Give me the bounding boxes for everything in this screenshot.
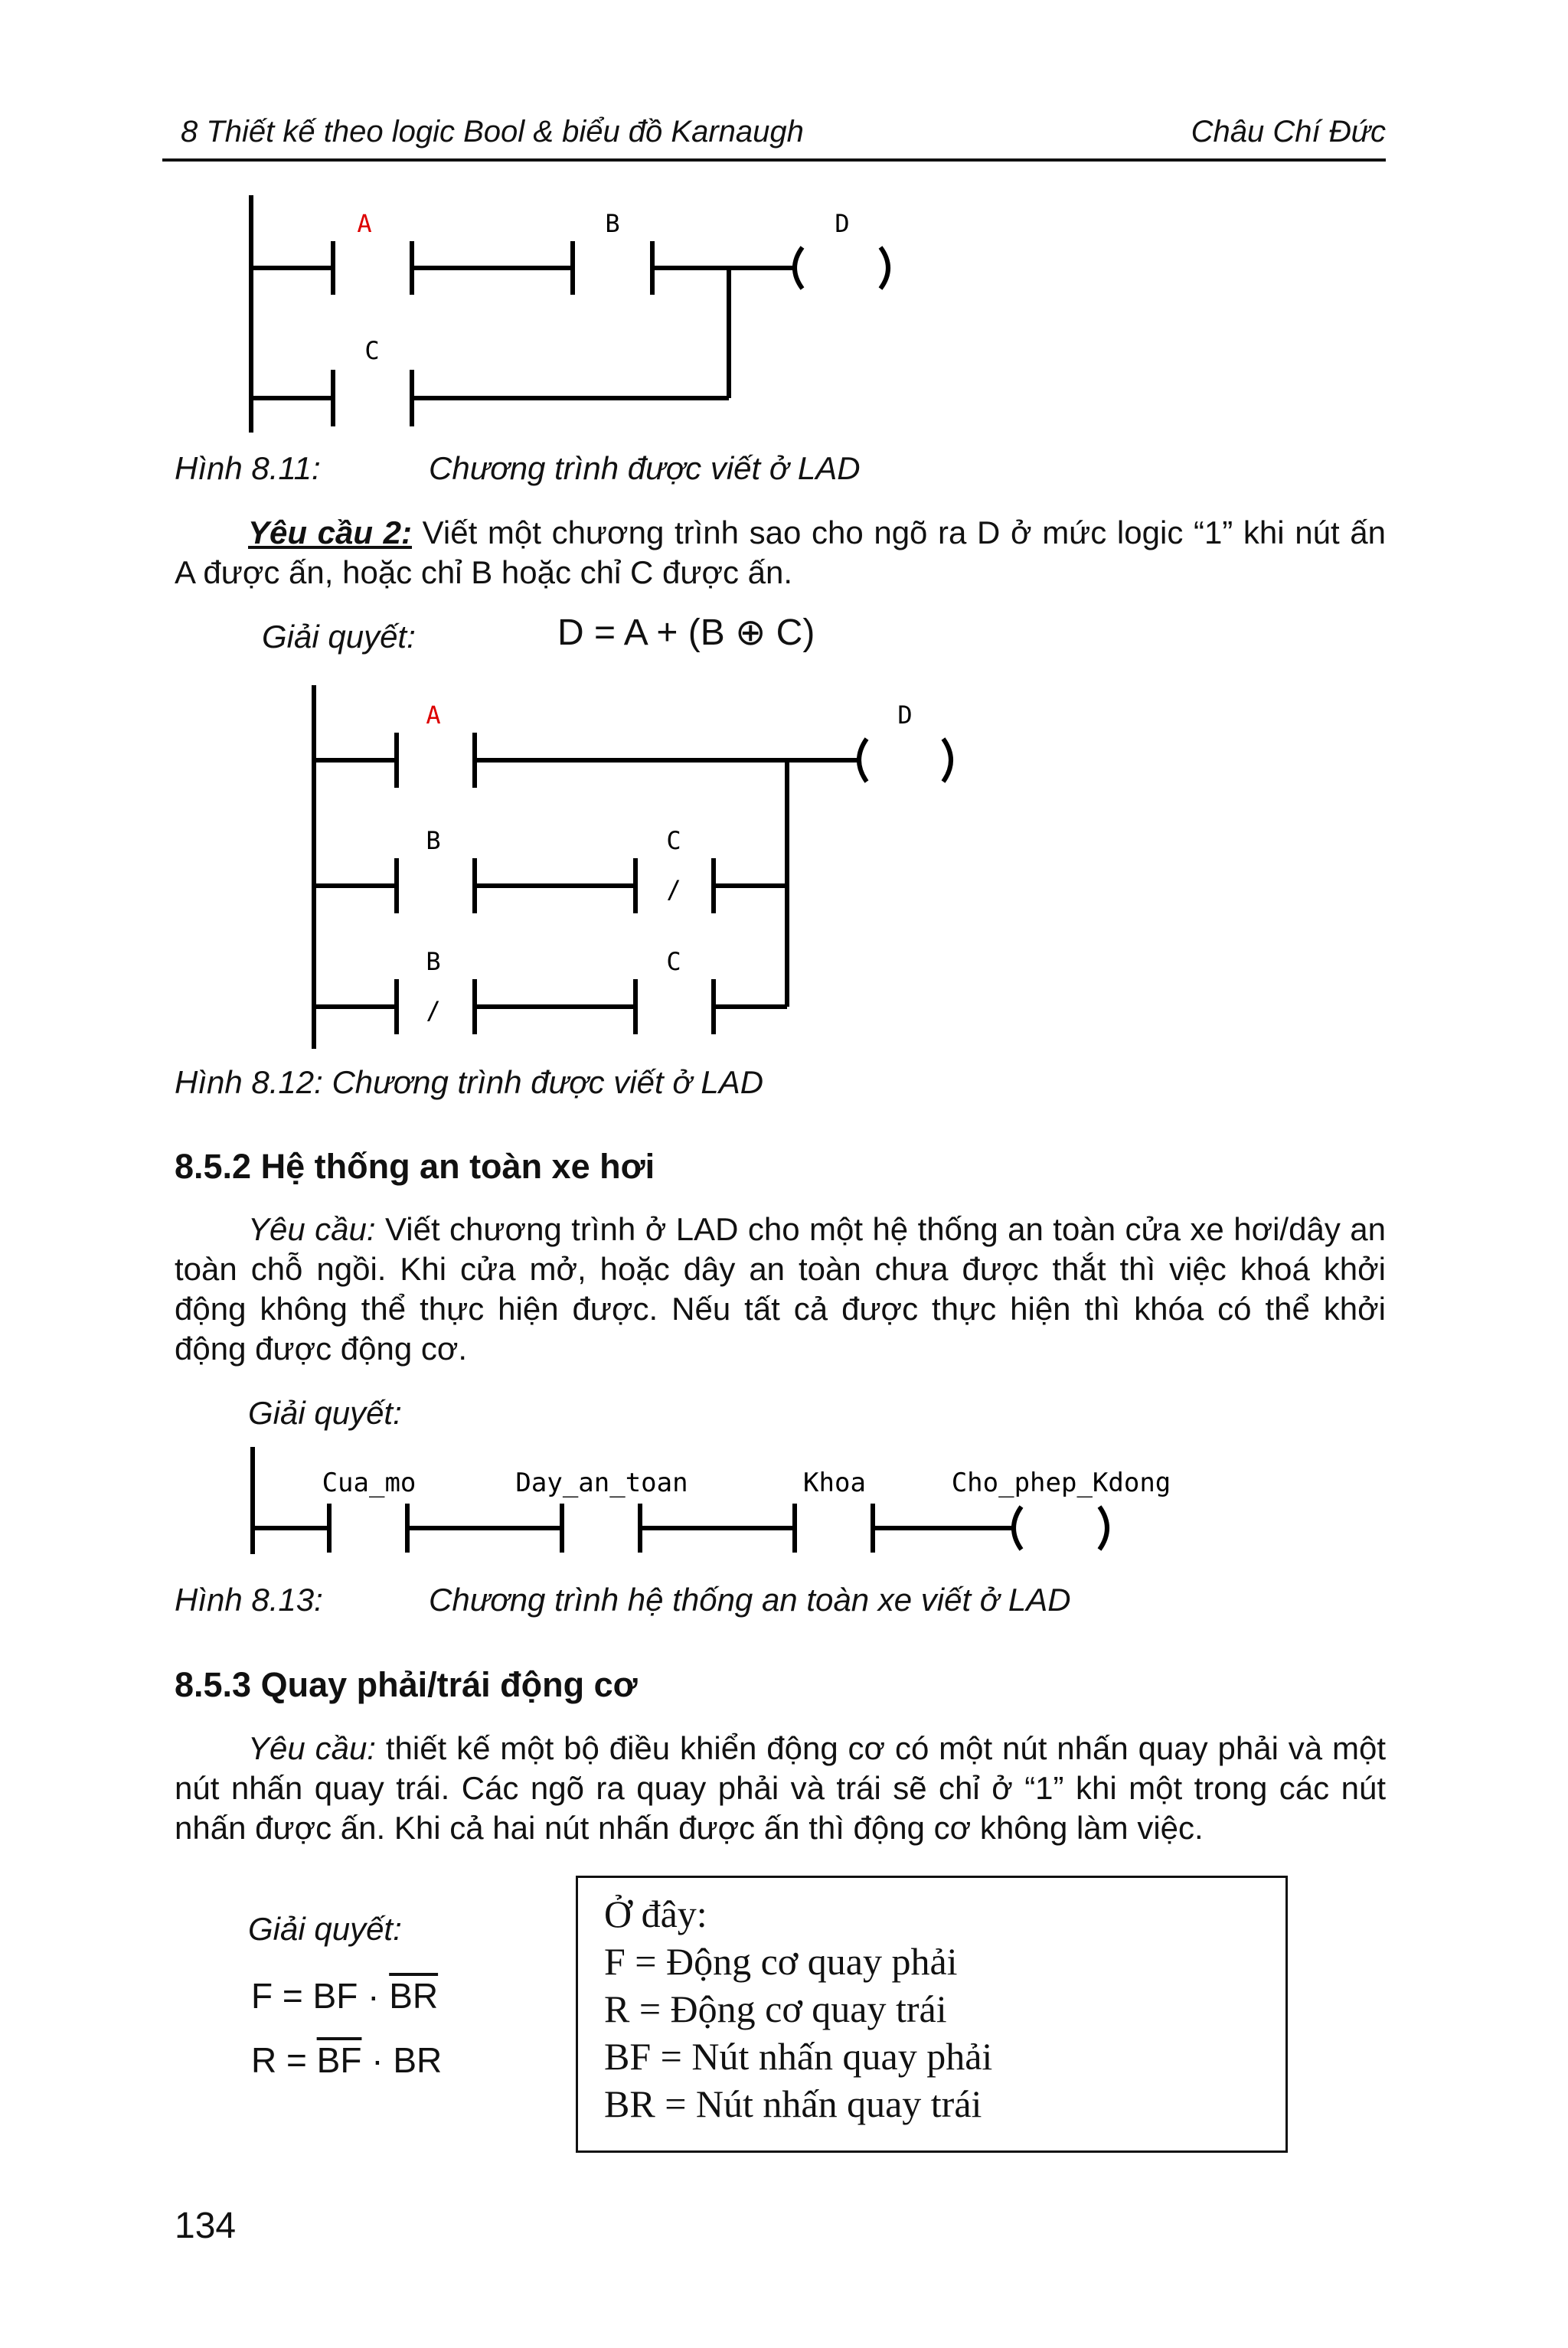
formula-r xyxy=(251,2039,442,2081)
solution-label: Giải quyết: xyxy=(248,1395,402,1431)
formula-f xyxy=(251,1975,438,2017)
contact-a-label: A xyxy=(357,209,372,238)
figure-caption-text: Chương trình hệ thống an toàn xe viết ở LAD xyxy=(429,1582,1071,1618)
solution-label: Giải quyết: xyxy=(248,1911,402,1947)
requirement-2-text: Viết một chương trình sao cho ngõ ra D ở mức logic “1” khi nút ấn A được ấn, hoặc chỉ B hoặc chỉ C được ấn. xyxy=(175,514,1386,590)
requirement-paragraph xyxy=(175,1729,1386,1848)
ladder-diagram-8-11 xyxy=(230,195,919,440)
coil-cho-phep-kdong-label: Cho_phep_Kdong xyxy=(951,1468,1171,1498)
contact-c-nc-label: C xyxy=(666,826,681,855)
ladder-diagram-8-13 xyxy=(237,1447,1202,1562)
contact-b-label: B xyxy=(426,826,441,855)
contact-c-label: C xyxy=(364,336,380,365)
figure-caption: Hình 8.12: Chương trình được viết ở LAD xyxy=(175,1064,764,1100)
requirement-label: Yêu cầu: xyxy=(248,1730,376,1766)
requirement-2-paragraph xyxy=(175,513,1386,593)
figure-caption-number: Hình 8.13: xyxy=(175,1582,323,1618)
legend-line-br: BR = Nút nhấn quay trái xyxy=(604,2082,982,2125)
requirement-2-label: Yêu cầu 2: xyxy=(248,514,413,550)
requirement-label: Yêu cầu: xyxy=(248,1211,376,1247)
running-header-title: 8 Thiết kế theo logic Bool & biểu đồ Karnaugh xyxy=(181,115,804,149)
ladder-diagram-8-12 xyxy=(299,685,988,1053)
legend-line-r: R = Động cơ quay trái xyxy=(604,1987,947,2030)
contact-b-label: B xyxy=(605,209,620,238)
figure-caption-text: Chương trình được viết ở LAD xyxy=(429,450,861,486)
coil-d-label: D xyxy=(835,209,850,238)
page-number: 134 xyxy=(175,2206,237,2246)
contact-cua-mo-label: Cua_mo xyxy=(322,1468,416,1498)
contact-b-nc-label: B xyxy=(426,947,441,976)
contact-a-label: A xyxy=(426,700,441,730)
formula-r-negated-term: $\overline{BF}$ xyxy=(316,2040,362,2080)
contact-day-an-toan-label: Day_an_toan xyxy=(515,1468,688,1498)
legend-line-bf: BF = Nút nhấn quay phải xyxy=(604,2035,993,2078)
formula-r-rhs: · BR xyxy=(361,2040,443,2080)
running-header-author: Châu Chí Đức xyxy=(1191,115,1386,149)
requirement-text: Viết chương trình ở LAD cho một hệ thống an toàn cửa xe hơi/dây an toàn chỗ ngồi. Khi cửa mở, hoặc dây an toàn chưa được thắt thì việc khoá khởi động không thể thực hiện được. Nếu tất cả được thực hiện thì khóa có thể khởi động được động cơ. xyxy=(175,1211,1386,1367)
section-heading-8-5-3: 8.5.3 Quay phải/trái động cơ xyxy=(175,1665,638,1704)
normally-closed-mark: / xyxy=(666,875,681,904)
coil-d-label: D xyxy=(897,700,913,730)
formula-d: D = A + (B ⊕ C) xyxy=(557,612,815,653)
contact-khoa-label: Khoa xyxy=(803,1468,866,1498)
legend-line-f: F = Động cơ quay phải xyxy=(604,1940,958,1983)
figure-caption-number: Hình 8.11: xyxy=(175,450,321,486)
requirement-paragraph xyxy=(175,1210,1386,1369)
requirement-text: thiết kế một bộ điều khiển động cơ có một nút nhấn quay phải và một nút nhấn quay trái. Các ngõ ra quay phải và trái sẽ chỉ ở “1” khi một trong các nút nhấn được ấn. Khi cả hai nút nhấn được ấn thì động cơ không làm việc. xyxy=(175,1730,1386,1846)
formula-r-lhs: R = xyxy=(251,2040,317,2080)
contact-c-label: C xyxy=(666,947,681,976)
header-rule xyxy=(162,158,1386,162)
variable-legend-box xyxy=(576,1876,1288,2153)
section-heading-8-5-2: 8.5.2 Hệ thống an toàn xe hơi xyxy=(175,1147,655,1186)
legend-title: Ở đây: xyxy=(604,1892,707,1935)
formula-f-lhs: F = BF · xyxy=(251,1976,390,2016)
formula-f-negated-term: $\overline{BR}$ xyxy=(389,1976,439,2016)
normally-closed-mark: / xyxy=(426,996,441,1025)
solution-label: Giải quyết: xyxy=(262,619,416,655)
